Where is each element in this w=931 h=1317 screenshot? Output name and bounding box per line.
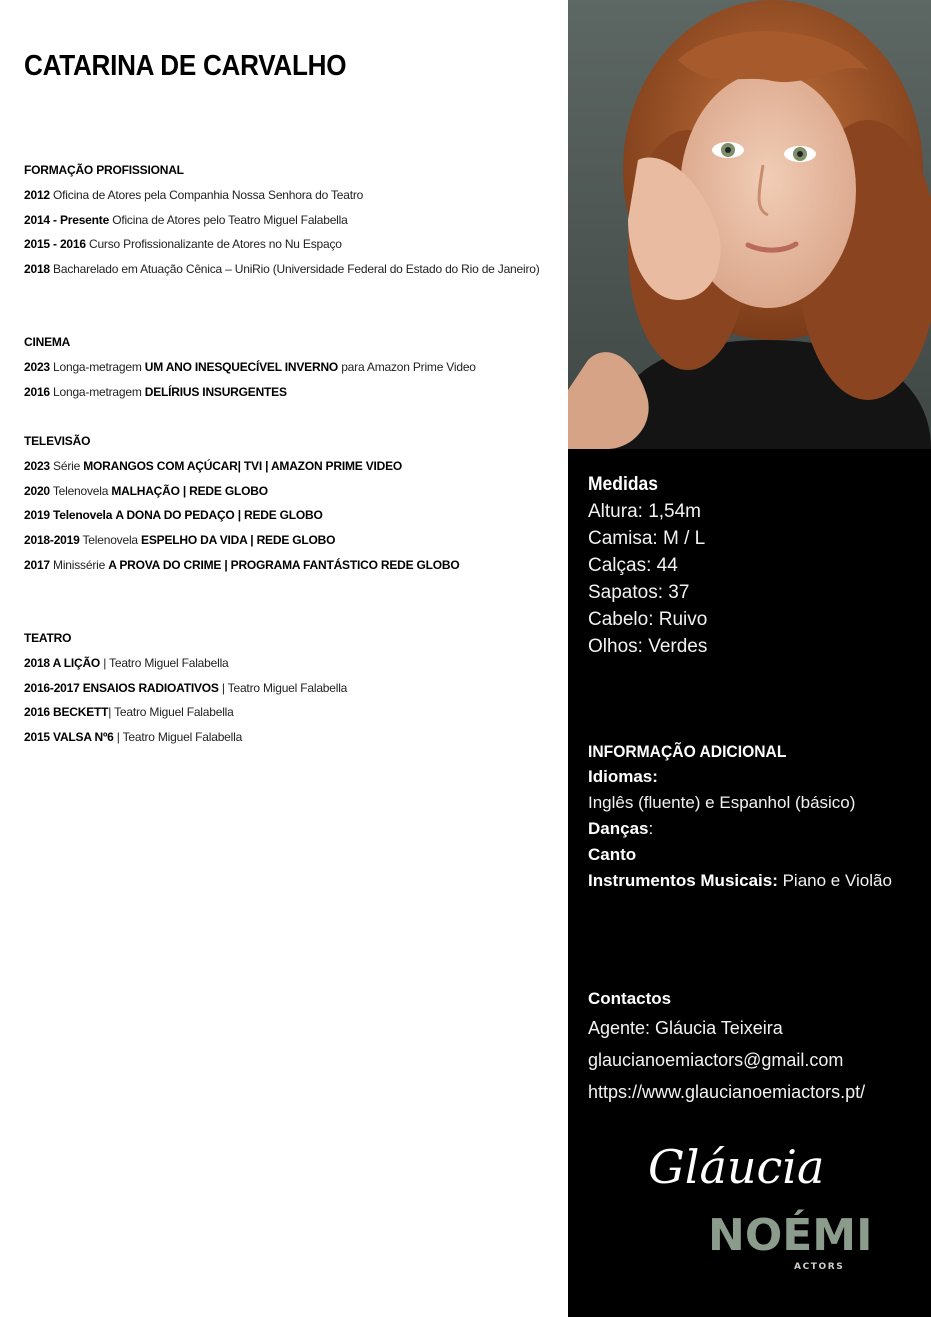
cv-entry <box>24 725 546 750</box>
cv-entry <box>24 700 546 725</box>
cv-entry <box>24 528 546 553</box>
entry-text: | Teatro Miguel Falabella <box>108 705 234 720</box>
cv-entry <box>24 208 546 233</box>
cv-entry <box>24 479 546 504</box>
actor-name: CATARINA DE CARVALHO <box>24 50 347 82</box>
section-title: TELEVISÃO <box>24 434 91 448</box>
agent-name: Agente: Gláucia Teixeira <box>588 1018 783 1038</box>
entry-text: | Teatro Miguel Falabella <box>218 680 348 695</box>
measure-calcas: Calças: 44 <box>588 555 678 576</box>
entry-title: MALHAÇÃO | REDE GLOBO <box>111 483 268 498</box>
entry-lead: 2018 A LIÇÃO <box>24 656 101 670</box>
agent-website-link[interactable]: https://www.glaucianoemiactors.pt/ <box>588 1082 866 1102</box>
entry-lead: 2014 - Presente <box>24 212 110 227</box>
cv-entry <box>24 553 546 578</box>
cv-entry <box>24 183 546 208</box>
agency-logo <box>648 1140 873 1280</box>
cv-entry <box>24 676 546 701</box>
entry-text: | Teatro Miguel Falabella <box>113 730 243 745</box>
agent-email-link[interactable]: glaucianoemiactors@gmail.com <box>588 1050 844 1070</box>
entry-lead: 2016 <box>24 384 50 399</box>
dancas-colon: : <box>648 819 654 838</box>
entry-lead: 2017 <box>24 557 50 572</box>
entry-tail: para Amazon Prime Video <box>338 360 476 374</box>
additional-info-block <box>588 740 928 894</box>
entry-title: DELÍRIUS INSURGENTES <box>144 384 287 399</box>
instrumentos-row <box>588 868 928 894</box>
info-title: INFORMAÇÃO ADICIONAL <box>588 742 787 761</box>
measures-block <box>588 472 707 660</box>
entry-text: Telenovela <box>79 533 142 548</box>
entry-lead: 2015 VALSA Nº6 <box>24 730 114 745</box>
section-title: FORMAÇÃO PROFISSIONAL <box>24 163 184 177</box>
logo-script-text: Gláucia <box>648 1140 825 1194</box>
measure-cabelo: Cabelo: Ruivo <box>588 609 708 630</box>
section-teatro <box>24 626 546 750</box>
section-title: TEATRO <box>24 631 72 645</box>
measure-camisa: Camisa: M / L <box>588 528 706 549</box>
entry-text: Bacharelado em Atuação Cênica – UniRio (Universidade Federal do Estado do Rio de Janeiro) <box>49 262 540 277</box>
entry-lead: 2019 Telenovela <box>24 508 113 523</box>
logo-subtitle: ACTORS <box>794 1262 845 1272</box>
entry-lead: 2020 <box>24 483 50 498</box>
section-cinema <box>24 330 546 404</box>
dancas-row <box>588 816 928 842</box>
idiomas-label-row <box>588 764 928 790</box>
entry-text: Oficina de Atores pela Companhia Nossa Senhora do Teatro <box>49 188 364 202</box>
entry-lead: 2023 <box>24 459 50 473</box>
contacts-block <box>588 986 865 1108</box>
measure-altura: Altura: 1,54m <box>588 501 701 522</box>
cv-entry <box>24 454 546 479</box>
entry-text: Longa-metragem <box>49 360 145 374</box>
cv-entry <box>24 503 546 528</box>
entry-text: Telenovela <box>49 483 112 498</box>
measure-olhos: Olhos: Verdes <box>588 636 708 657</box>
idiomas-label: Idiomas: <box>588 767 658 786</box>
entry-text: Oficina de Atores pelo Teatro Miguel Falabella <box>109 212 348 227</box>
entry-title: UM ANO INESQUECÍVEL INVERNO <box>144 360 339 374</box>
entry-text: Curso Profissionalizante de Atores no Nu Espaço <box>85 237 342 252</box>
instrumentos-label: Instrumentos Musicais: <box>588 871 778 890</box>
entry-title: ESPELHO DA VIDA | REDE GLOBO <box>141 533 336 548</box>
cv-entry <box>24 355 546 380</box>
section-title: CINEMA <box>24 335 71 349</box>
cv-entry <box>24 380 546 405</box>
entry-lead: 2018-2019 <box>24 533 80 548</box>
measure-sapatos: Sapatos: 37 <box>588 582 690 603</box>
entry-lead: 2016 BECKETT <box>24 705 109 720</box>
canto-row <box>588 842 928 868</box>
measures-title: Medidas <box>588 474 658 495</box>
instrumentos-value: Piano e Violão <box>777 871 892 890</box>
entry-title: A PROVA DO CRIME | PROGRAMA FANTÁSTICO REDE GLOBO <box>108 557 460 572</box>
sidebar <box>568 0 931 1317</box>
entry-text: Minissérie <box>49 557 109 572</box>
entry-lead: 2012 <box>24 188 50 202</box>
entry-lead: 2015 - 2016 <box>24 237 86 252</box>
portrait-photo <box>568 0 931 449</box>
dancas-label: Danças <box>588 819 649 838</box>
entry-lead: 2023 <box>24 360 50 374</box>
entry-text: Longa-metragem <box>49 384 145 399</box>
cv-entry <box>24 232 546 257</box>
entry-lead: 2018 <box>24 262 50 277</box>
entry-title: A DONA DO PEDAÇO | REDE GLOBO <box>115 508 323 523</box>
section-formacao <box>24 158 546 282</box>
contacts-title: Contactos <box>588 989 672 1008</box>
canto-label: Canto <box>588 845 637 864</box>
entry-text: | Teatro Miguel Falabella <box>100 656 229 670</box>
section-televisao <box>24 429 546 578</box>
idiomas-value: Inglês (fluente) e Espanhol (básico) <box>588 793 856 812</box>
entry-lead: 2016-2017 ENSAIOS RADIOATIVOS <box>24 680 219 695</box>
entry-text: Série <box>49 459 84 473</box>
cv-entry <box>24 651 546 676</box>
entry-title: MORANGOS COM AÇÚCAR| TVI | AMAZON PRIME VIDEO <box>83 459 403 473</box>
cv-entry <box>24 257 546 282</box>
logo-word: NOÉMI <box>708 1210 873 1261</box>
